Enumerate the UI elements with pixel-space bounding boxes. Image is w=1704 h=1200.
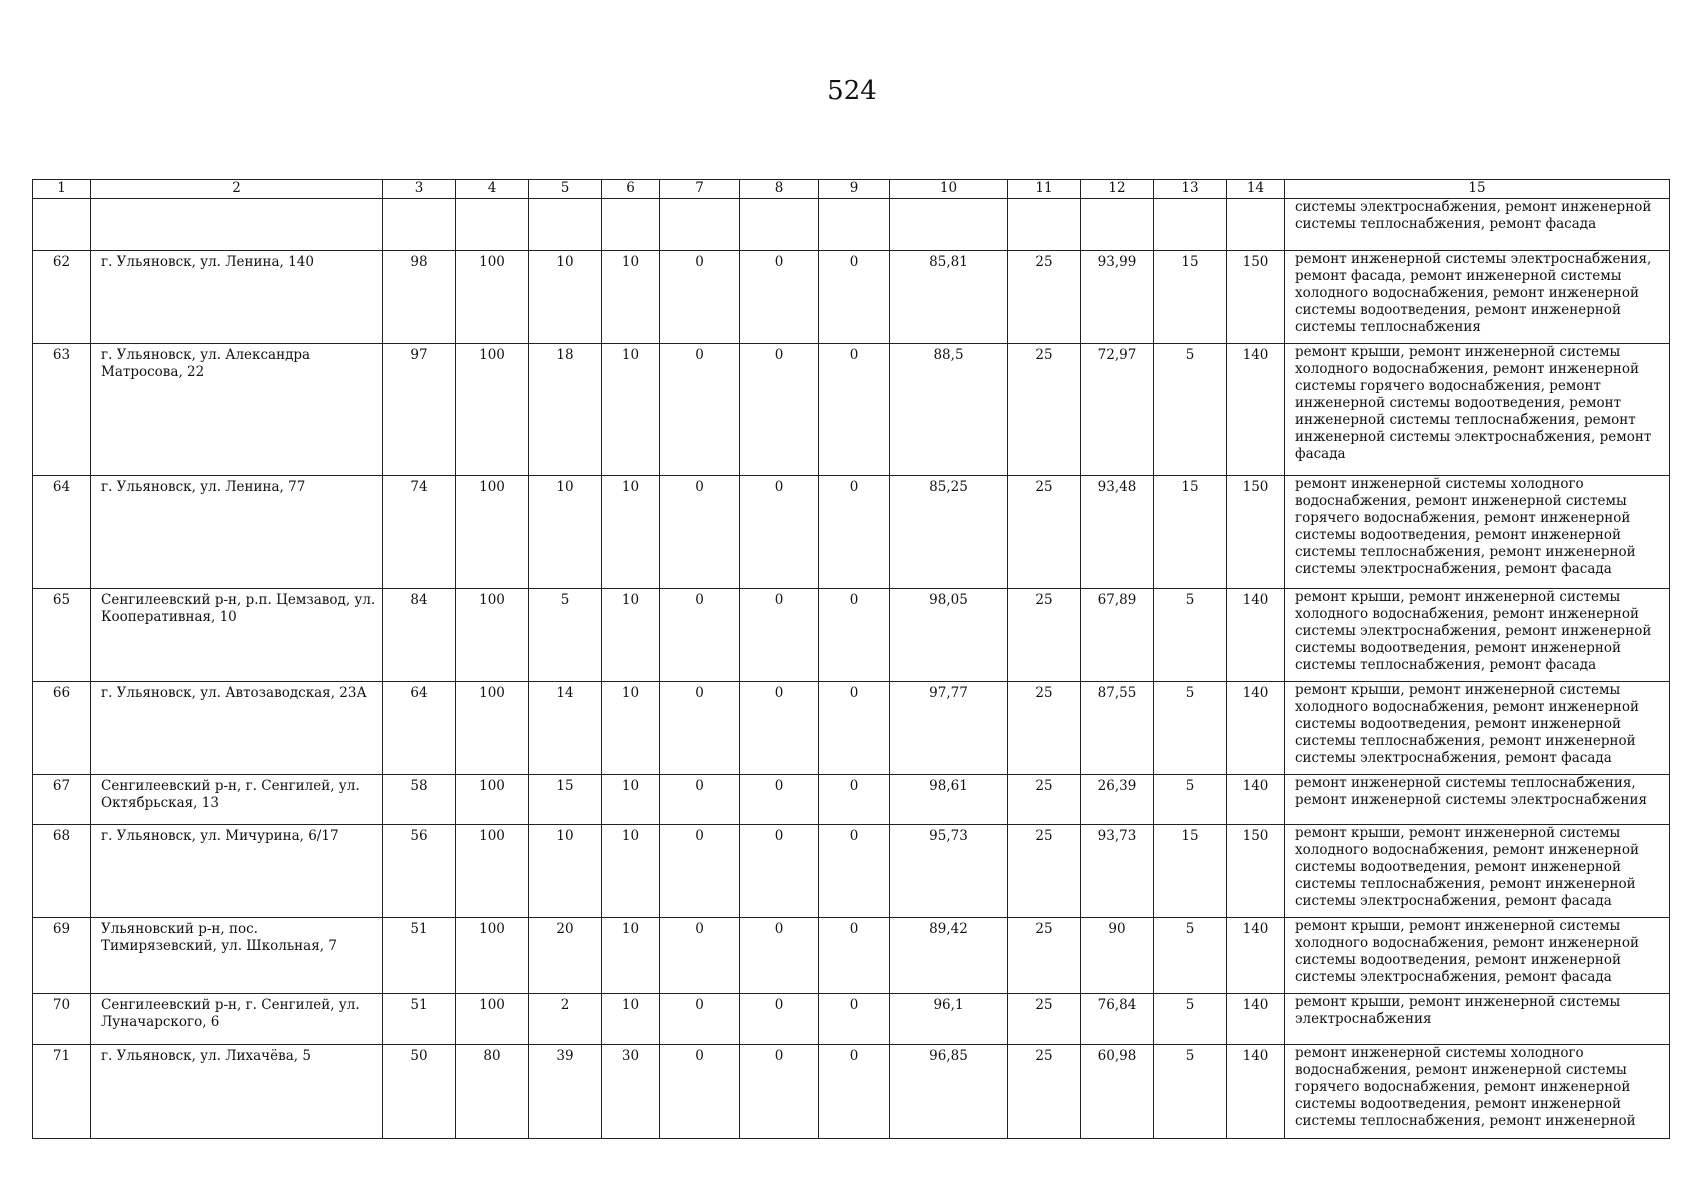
col-4: 100 [456,918,529,994]
col-4: 100 [456,994,529,1045]
column-header: 1 [33,180,91,199]
col-13: 5 [1154,589,1227,682]
column-header: 5 [529,180,602,199]
col-7: 0 [660,344,740,476]
col-9: 0 [819,918,890,994]
column-header: 6 [602,180,660,199]
col-9: 0 [819,589,890,682]
row-number: 71 [33,1045,91,1139]
col-14: 140 [1227,589,1285,682]
table-row [33,1045,1670,1139]
col-8: 0 [740,251,819,344]
col-13: 5 [1154,682,1227,775]
col-7: 0 [660,918,740,994]
col-3: 64 [383,682,456,775]
col-9: 0 [819,344,890,476]
col-3: 56 [383,825,456,918]
col-6: 10 [602,918,660,994]
col-5: 14 [529,682,602,775]
column-header: 13 [1154,180,1227,199]
column-header: 7 [660,180,740,199]
col-14: 140 [1227,1045,1285,1139]
work-description: ремонт крыши, ремонт инженерной системы холодного водоснабжения, ремонт инженерной системы горячего водоснабжения, ремонт инженерной системы водоотведения, ремонт инженерной системы теплоснабжения, ремонт инженерной системы электроснабжения, ремонт фасада [1285,344,1670,476]
column-header: 2 [91,180,383,199]
address: Сенгилеевский р-н, г. Сенгилей, ул. Луначарского, 6 [91,994,383,1045]
table-row [33,918,1670,994]
col-13: 15 [1154,825,1227,918]
row-number: 67 [33,775,91,825]
col-3: 97 [383,344,456,476]
col-8: 0 [740,589,819,682]
column-header: 4 [456,180,529,199]
address: Сенгилеевский р-н, г. Сенгилей, ул. Октябрьская, 13 [91,775,383,825]
col-8: 0 [740,825,819,918]
table-row [33,682,1670,775]
col-13: 5 [1154,775,1227,825]
col-4: 100 [456,775,529,825]
col-3: 74 [383,476,456,589]
col-6: 10 [602,682,660,775]
row-number: 65 [33,589,91,682]
col-13: 15 [1154,251,1227,344]
col-14: 150 [1227,251,1285,344]
row-number: 62 [33,251,91,344]
col-11: 25 [1008,476,1081,589]
table-row [33,825,1670,918]
column-header: 11 [1008,180,1081,199]
address: г. Ульяновск, ул. Автозаводская, 23А [91,682,383,775]
col-13: 15 [1154,476,1227,589]
col-14: 140 [1227,775,1285,825]
col-3: 98 [383,251,456,344]
work-description: ремонт крыши, ремонт инженерной системы холодного водоснабжения, ремонт инженерной системы электроснабжения, ремонт инженерной системы водоотведения, ремонт инженерной системы теплоснабжения, ремонт фасада [1285,589,1670,682]
col-12: 93,48 [1081,476,1154,589]
col-4: 100 [456,251,529,344]
col-9: 0 [819,251,890,344]
col-4: 100 [456,589,529,682]
table-row [33,589,1670,682]
col-10: 85,81 [890,251,1008,344]
col-4: 100 [456,344,529,476]
table-row [33,344,1670,476]
col-3: 51 [383,918,456,994]
col-9: 0 [819,825,890,918]
row-number: 70 [33,994,91,1045]
col-6: 10 [602,589,660,682]
col-8: 0 [740,918,819,994]
row-number: 66 [33,682,91,775]
col-12: 60,98 [1081,1045,1154,1139]
col-14: 140 [1227,682,1285,775]
col-14: 140 [1227,994,1285,1045]
col-5: 2 [529,994,602,1045]
row-number: 64 [33,476,91,589]
table-row [33,775,1670,825]
col-6: 10 [602,825,660,918]
col-5: 5 [529,589,602,682]
column-header: 10 [890,180,1008,199]
col-8: 0 [740,682,819,775]
col-5: 20 [529,918,602,994]
col-7: 0 [660,1045,740,1139]
col-9: 0 [819,682,890,775]
col-11: 25 [1008,251,1081,344]
col-12: 93,73 [1081,825,1154,918]
col-4: 100 [456,825,529,918]
work-description: системы электроснабжения, ремонт инженерной системы теплоснабжения, ремонт фасада [1285,199,1670,251]
col-10: 96,85 [890,1045,1008,1139]
col-6: 10 [602,994,660,1045]
col-14: 140 [1227,344,1285,476]
col-11: 25 [1008,1045,1081,1139]
col-5: 18 [529,344,602,476]
col-12: 76,84 [1081,994,1154,1045]
col-7: 0 [660,825,740,918]
address: Сенгилеевский р-н, р.п. Цемзавод, ул. Кооперативная, 10 [91,589,383,682]
col-8: 0 [740,344,819,476]
col-13: 5 [1154,344,1227,476]
page-number: 524 [827,76,877,106]
col-8: 0 [740,994,819,1045]
column-header: 14 [1227,180,1285,199]
column-header: 9 [819,180,890,199]
col-4: 100 [456,476,529,589]
work-description: ремонт инженерной системы теплоснабжения, ремонт инженерной системы электроснабжения [1285,775,1670,825]
address: г. Ульяновск, ул. Лихачёва, 5 [91,1045,383,1139]
col-7: 0 [660,775,740,825]
address: г. Ульяновск, ул. Ленина, 140 [91,251,383,344]
col-5: 10 [529,476,602,589]
col-9: 0 [819,994,890,1045]
col-11: 25 [1008,344,1081,476]
col-8: 0 [740,775,819,825]
col-3: 84 [383,589,456,682]
col-12: 72,97 [1081,344,1154,476]
table-row [33,994,1670,1045]
row-number: 68 [33,825,91,918]
col-13: 5 [1154,994,1227,1045]
col-7: 0 [660,994,740,1045]
table-row [33,251,1670,344]
column-header: 3 [383,180,456,199]
col-13: 5 [1154,1045,1227,1139]
work-description: ремонт инженерной системы холодного водоснабжения, ремонт инженерной системы горячего водоснабжения, ремонт инженерной системы водоотведения, ремонт инженерной системы теплоснабжения, ремонт инженерной [1285,1045,1670,1139]
col-7: 0 [660,682,740,775]
col-3: 50 [383,1045,456,1139]
column-number-row [33,180,1670,199]
col-11: 25 [1008,918,1081,994]
col-7: 0 [660,476,740,589]
col-10: 88,5 [890,344,1008,476]
col-5: 10 [529,825,602,918]
col-5: 39 [529,1045,602,1139]
work-description: ремонт инженерной системы электроснабжения, ремонт фасада, ремонт инженерной системы холодного водоснабжения, ремонт инженерной системы водоотведения, ремонт инженерной системы теплоснабжения [1285,251,1670,344]
row-number: 63 [33,344,91,476]
col-12: 87,55 [1081,682,1154,775]
work-description: ремонт крыши, ремонт инженерной системы холодного водоснабжения, ремонт инженерной системы водоотведения, ремонт инженерной системы теплоснабжения, ремонт инженерной системы электроснабжения, ремонт фасада [1285,825,1670,918]
col-6: 10 [602,344,660,476]
col-11: 25 [1008,994,1081,1045]
col-5: 15 [529,775,602,825]
col-7: 0 [660,251,740,344]
col-10: 95,73 [890,825,1008,918]
col-8: 0 [740,476,819,589]
col-11: 25 [1008,682,1081,775]
col-11: 25 [1008,825,1081,918]
column-header: 8 [740,180,819,199]
col-14: 140 [1227,918,1285,994]
col-14: 150 [1227,825,1285,918]
repair-program-table [32,179,1670,1139]
col-10: 85,25 [890,476,1008,589]
col-10: 98,05 [890,589,1008,682]
col-6: 30 [602,1045,660,1139]
col-11: 25 [1008,589,1081,682]
col-7: 0 [660,589,740,682]
col-5: 10 [529,251,602,344]
col-6: 10 [602,775,660,825]
col-12: 26,39 [1081,775,1154,825]
column-header: 15 [1285,180,1670,199]
col-12: 93,99 [1081,251,1154,344]
row-number: 69 [33,918,91,994]
table-row [33,476,1670,589]
continuation-row [33,199,1670,251]
address: г. Ульяновск, ул. Мичурина, 6/17 [91,825,383,918]
address: г. Ульяновск, ул. Ленина, 77 [91,476,383,589]
work-description: ремонт крыши, ремонт инженерной системы электроснабжения [1285,994,1670,1045]
col-10: 98,61 [890,775,1008,825]
col-9: 0 [819,476,890,589]
column-header: 12 [1081,180,1154,199]
col-10: 96,1 [890,994,1008,1045]
col-11: 25 [1008,775,1081,825]
col-8: 0 [740,1045,819,1139]
col-3: 58 [383,775,456,825]
col-4: 80 [456,1045,529,1139]
work-description: ремонт крыши, ремонт инженерной системы холодного водоснабжения, ремонт инженерной системы водоотведения, ремонт инженерной системы теплоснабжения, ремонт инженерной системы электроснабжения, ремонт фасада [1285,682,1670,775]
col-10: 97,77 [890,682,1008,775]
col-13: 5 [1154,918,1227,994]
col-14: 150 [1227,476,1285,589]
address: Ульяновский р-н, пос. Тимирязевский, ул. Школьная, 7 [91,918,383,994]
col-4: 100 [456,682,529,775]
work-description: ремонт крыши, ремонт инженерной системы холодного водоснабжения, ремонт инженерной системы водоотведения, ремонт инженерной системы электроснабжения, ремонт фасада [1285,918,1670,994]
col-6: 10 [602,476,660,589]
col-3: 51 [383,994,456,1045]
col-9: 0 [819,775,890,825]
col-12: 90 [1081,918,1154,994]
address: г. Ульяновск, ул. Александра Матросова, 22 [91,344,383,476]
col-10: 89,42 [890,918,1008,994]
work-description: ремонт инженерной системы холодного водоснабжения, ремонт инженерной системы горячего водоснабжения, ремонт инженерной системы водоотведения, ремонт инженерной системы теплоснабжения, ремонт инженерной системы электроснабжения, ремонт фасада [1285,476,1670,589]
col-6: 10 [602,251,660,344]
col-9: 0 [819,1045,890,1139]
col-12: 67,89 [1081,589,1154,682]
